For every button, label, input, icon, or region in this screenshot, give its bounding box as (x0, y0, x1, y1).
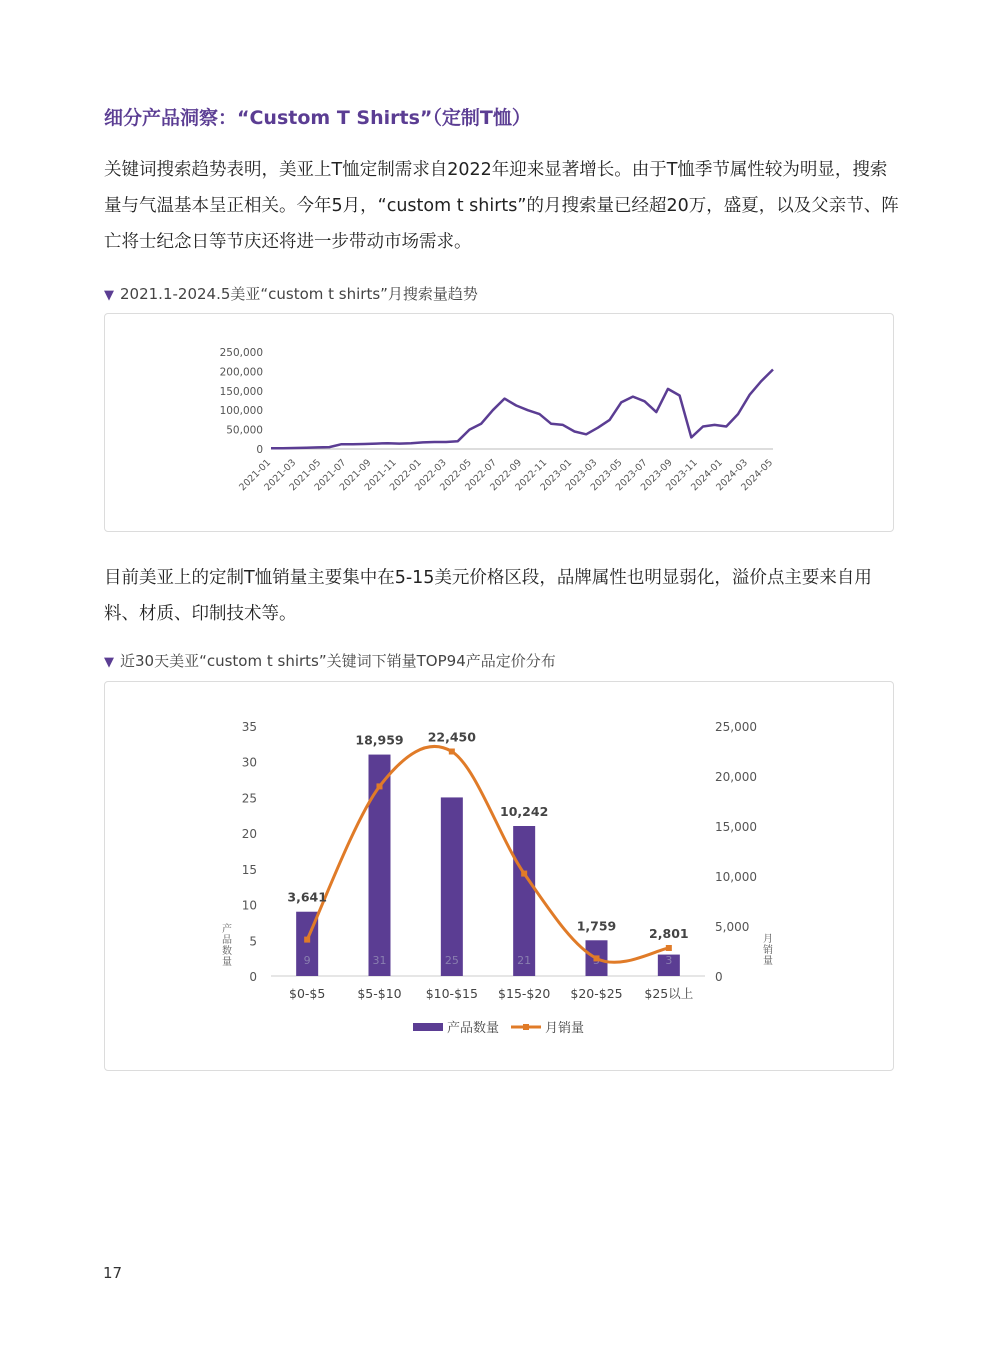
left-y-tick-label: 15 (241, 862, 257, 877)
y-tick-label: 100,000 (219, 405, 263, 418)
x-tick-label: 2021-11 (362, 457, 399, 494)
paragraph-price-distribution: 目前美亚上的定制T恤销量主要集中在5-15美元价格区段，品牌属性也明显弱化，溢价点主要来自用料、材质、印制技术等。 (104, 568, 872, 624)
x-tick-label: 2023-01 (538, 457, 575, 494)
legend-label-product-count: 产品数量 (447, 1021, 500, 1036)
x-category-label: $25以上 (644, 986, 694, 1001)
left-y-tick-label: 35 (241, 720, 257, 734)
monthly-sales-point (521, 871, 527, 877)
legend-label-monthly-sales: 月销量 (545, 1021, 585, 1036)
x-category-label: $0-$5 (289, 986, 326, 1001)
right-y-tick-label: 10,000 (715, 870, 757, 884)
x-tick-label: 2021-05 (287, 457, 324, 494)
x-tick-label: 2023-07 (613, 457, 650, 494)
sales-value-label: 10,242 (500, 804, 549, 819)
right-y-tick-label: 15,000 (715, 820, 757, 834)
x-tick-label: 2022-11 (513, 457, 550, 494)
product-count-bar (441, 797, 463, 976)
chart1-caption-text: 2021.1-2024.5美亚“custom t shirts”月搜索量趋势 (120, 285, 478, 303)
x-tick-label: 2021-09 (337, 457, 374, 494)
x-tick-label: 2022-03 (412, 457, 449, 494)
triangle-down-icon: ▼ (104, 288, 114, 303)
bar-value-label: 31 (372, 954, 387, 967)
right-axis-title: 量 (763, 956, 773, 967)
x-category-label: $20-$25 (570, 986, 623, 1001)
y-tick-label: 0 (256, 444, 263, 456)
x-tick-label: 2022-09 (488, 457, 525, 494)
sales-value-label: 2,801 (649, 925, 689, 941)
right-y-tick-label: 5,000 (715, 920, 750, 934)
left-axis-title: 数 (222, 946, 232, 957)
x-tick-label: 2023-09 (638, 457, 675, 494)
triangle-down-icon: ▼ (104, 655, 114, 670)
left-y-tick-label: 0 (249, 970, 257, 984)
left-y-tick-label: 25 (241, 791, 257, 806)
legend-swatch-product-count (413, 1023, 443, 1031)
right-axis-title: 销 (763, 945, 773, 956)
right-y-tick-label: 20,000 (715, 770, 757, 784)
x-tick-label: 2022-01 (387, 457, 424, 494)
section-title: 细分产品洞察：“Custom T Shirts”（定制T恤） (104, 107, 531, 129)
x-tick-label: 2022-07 (463, 457, 500, 494)
y-tick-label: 50,000 (226, 424, 263, 437)
x-tick-label: 2022-05 (438, 457, 474, 494)
x-tick-label: 2024-05 (739, 457, 776, 494)
search-volume-line (271, 370, 773, 449)
x-tick-label: 2024-01 (689, 457, 725, 494)
chart2-caption (104, 650, 556, 671)
x-tick-label: 2021-07 (312, 457, 349, 494)
monthly-sales-point (449, 749, 455, 755)
x-tick-label: 2023-11 (663, 457, 700, 494)
x-category-label: $10-$15 (425, 986, 478, 1001)
sales-value-label: 3,641 (287, 889, 327, 905)
sales-value-label: 22,450 (427, 729, 476, 745)
x-tick-label: 2023-03 (563, 457, 600, 494)
x-tick-label: 2024-03 (714, 457, 751, 494)
sales-value-label: 1,759 (576, 918, 617, 934)
paragraph-search-trend: 关键词搜索趋势表明，美亚上T恤定制需求自2022年迎来显著增长。由于T恤季节属性较为明显，搜索量与气温基本呈正相关。今年5月，“custom t shirts”的月搜索量已经超20万，盛夏，以及父亲节、阵亡将士纪念日等节庆还将进一步带动市场需求。 (104, 160, 899, 252)
left-y-tick-label: 20 (241, 827, 257, 842)
monthly-sales-point (377, 783, 383, 789)
monthly-sales-point (594, 955, 600, 961)
price-distribution-chart (104, 681, 894, 1071)
bar-value-label: 3 (665, 954, 673, 967)
x-category-label: $5-$10 (357, 986, 402, 1001)
right-y-tick-label: 0 (715, 970, 723, 984)
left-axis-title: 产 (222, 924, 232, 935)
left-y-tick-label: 10 (241, 898, 257, 913)
legend-marker-monthly-sales (523, 1024, 529, 1030)
x-category-label: $15-$20 (498, 986, 551, 1001)
left-y-tick-label: 5 (249, 934, 257, 949)
chart2-caption-text: 近30天美亚“custom t shirts”关键词下销量TOP94产品定价分布 (120, 652, 556, 670)
search-trend-svg (105, 314, 893, 531)
bar-value-label: 21 (517, 954, 532, 967)
search-trend-chart (104, 313, 894, 532)
bar-value-label: 9 (303, 954, 311, 967)
monthly-sales-point (666, 945, 672, 951)
y-tick-label: 200,000 (219, 366, 263, 379)
right-axis-title: 月 (763, 934, 773, 945)
x-tick-label: 2021-03 (262, 457, 299, 494)
left-axis-title: 品 (222, 935, 232, 946)
x-tick-label: 2021-01 (237, 457, 274, 494)
page-number: 17 (103, 1264, 123, 1282)
y-tick-label: 150,000 (219, 385, 263, 398)
left-axis-title: 量 (222, 957, 232, 968)
monthly-sales-point (304, 937, 310, 943)
price-distribution-svg (105, 682, 893, 1070)
left-y-tick-label: 30 (241, 755, 257, 770)
chart1-caption (104, 283, 478, 304)
x-tick-label: 2023-05 (588, 457, 625, 494)
sales-value-label: 18,959 (355, 732, 404, 748)
bar-value-label: 25 (444, 954, 459, 967)
y-tick-label: 250,000 (219, 347, 263, 359)
right-y-tick-label: 25,000 (715, 720, 757, 734)
